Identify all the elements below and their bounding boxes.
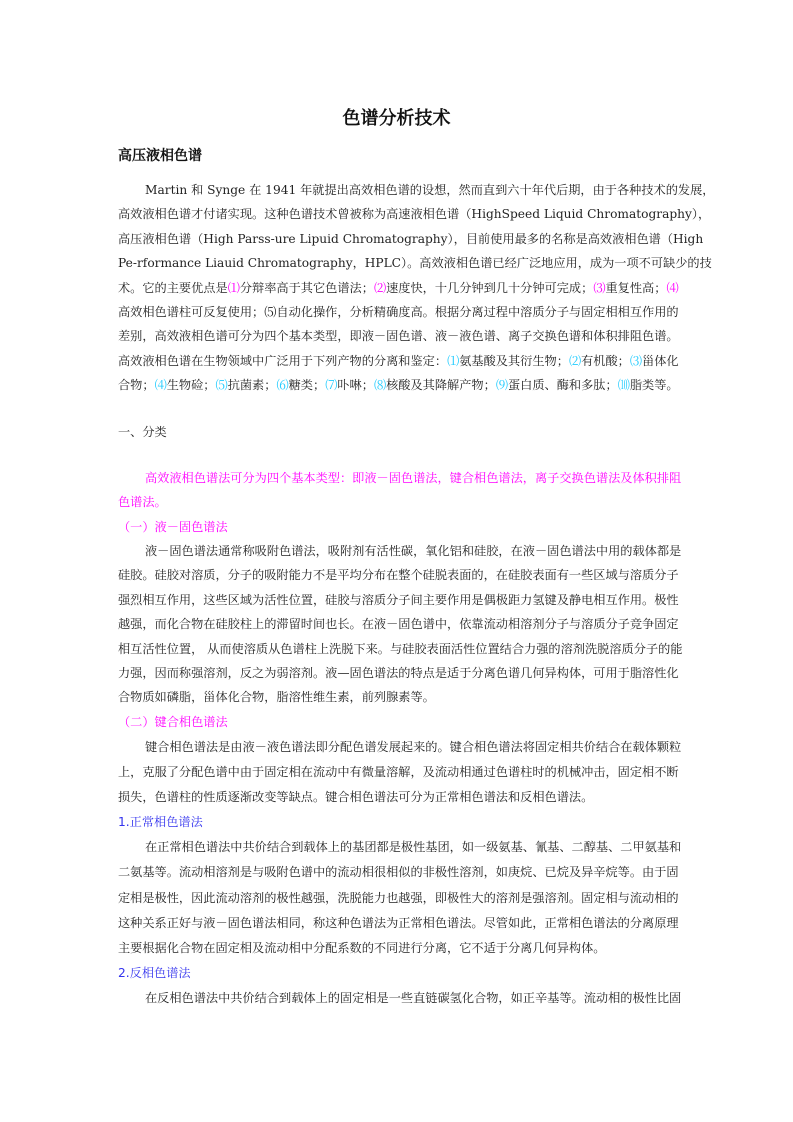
text-segment: 力强，因而称强溶剂，反之为弱溶剂。液—固色谱法的特点是适于分离色谱几何异构体，可用于脂溶性化 [118,665,679,680]
highlighted-text: ⑽ [617,378,630,393]
text-segment: 甾体化 [642,353,679,368]
text-segment: 液－固色谱法通常称吸附色谱法，吸附剂有活性碳，氧化铝和硅胶，在液－固色谱法中用的载体都是 [145,544,682,558]
text-line [118,420,657,444]
highlighted-text: ⑴ [227,280,240,295]
liquid-solid-paragraph [118,539,683,734]
highlighted-text: ⑺ [325,378,338,393]
text-line [118,886,679,911]
text-line [118,637,683,661]
text-line [118,661,679,685]
text-line [118,276,679,300]
text-segment: 键合相色谱法是由液－液色谱法即分配色谱发展起来的。键合相色谱法将固定相共价结合在载体颗粒 [145,740,682,754]
text-segment: 定相是极性，因此流动溶剂的极性越强，洗脱能力也越强，即极性大的溶剂是强溶剂。固定相与流动相的 [118,890,679,905]
text-line [118,961,657,986]
text-segment: 合物质如磷脂，甾体化合物，脂溶性维生素，前列腺素等。 [118,690,435,705]
text-segment: 速度快，十几分钟到几十分钟可完成； [386,280,594,295]
text-segment: 高效相色谱柱可反复使用；⑸自动化操作，分析精确度高。根据分离过程中溶质分子与固定相相互作用的 [118,304,679,319]
text-line [118,563,679,587]
text-line [118,612,679,636]
bonded-phase-paragraph [118,735,682,1011]
text-segment: 高效液相色谱在生物领域中广泛用于下列产物的分离和鉴定： [118,353,448,368]
text-segment: 高效液相色谱才付诸实现。这种色谱技术曾被称为高速液相色谱（HighSpeed Liquid Chromatography）， [118,207,711,222]
text-line [118,373,679,397]
highlighted-text: ⑹ [276,378,289,393]
text-segment: 分辩率高于其它色谱法； [239,280,374,295]
section-heading: 高压液相色谱 [118,148,202,164]
text-line [118,735,682,760]
subheading-text: 2.反相色谱法 [118,965,191,980]
text-line [118,685,657,709]
text-segment: 主要根据化合物在固定相及流动相中分配系数的不同进行分离，它不适于分离几何异构体。 [118,940,606,955]
text-segment: 重复性高； [605,280,667,295]
text-line [118,178,715,202]
text-segment: 脂类等。 [629,378,679,393]
text-segment: 术。它的主要优点是 [118,280,228,295]
highlighted-text: ⑵ [373,280,387,295]
text-segment: 二氨基等。流动相溶剂是与吸附色谱中的流动相很相似的非极性溶剂，如庚烷、已烷及异辛烷等。由于固 [118,865,679,880]
text-segment: 核酸及其降解产物； [386,378,496,393]
text-segment: 差别，高效液相色谱可分为四个基本类型，即液－固色谱、液－液色谱、离子交换色谱和体积排阻色谱。 [118,329,679,344]
document-title: 色谱分析技术 [342,108,451,129]
highlighted-text: ⑼ [495,378,508,393]
text-line [118,936,657,961]
highlighted-text: ⑸ [215,378,228,393]
text-line [118,539,682,563]
text-segment: 这种关系正好与液－固色谱法相同，称这种色谱法为正常相色谱法。尽管如此，正常相色谱法的分离原理 [118,915,679,930]
text-line [118,466,682,490]
highlighted-text: ⑵ [568,353,582,368]
text-line [118,202,711,226]
highlighted-text: ⑶ [593,280,606,295]
highlighted-text: （二）键合相色谱法 [118,714,228,729]
types-paragraph [118,466,682,539]
text-line [118,911,679,936]
text-line [118,300,679,324]
text-segment: 氨基酸及其衍生物； [459,353,569,368]
text-line [118,227,704,251]
highlighted-text: （一）液－固色谱法 [118,519,228,534]
text-line [118,785,657,810]
highlighted-text: 高效液相色谱法可分为四个基本类型：即液－固色谱法，键合相色谱法，离子交换色谱法及体积排阻 [145,471,682,485]
highlighted-text: 色谱法。 [118,495,167,510]
text-line [118,810,657,835]
subheading-text: 1.正常相色谱法 [118,815,203,830]
text-segment: Pe-rformance Liauid Chromatography，HPLC）。高效液相色谱已经广泛地应用，成为一项不可缺少的技 [118,256,712,271]
text-line [118,710,657,734]
text-line [118,760,679,785]
intro-paragraph [118,178,715,398]
text-line [118,251,712,275]
text-segment: 一、分类 [118,425,167,439]
text-line [118,490,657,514]
text-line [118,515,657,539]
highlighted-text: ⑶ [629,353,643,368]
text-segment: 上，克服了分配色谱中由于固定相在流动中有微量溶解，及流动相通过色谱柱时的机械冲击，固定相不断 [118,765,679,780]
text-line [118,349,679,373]
text-line [118,588,679,612]
text-segment: 高压液相色谱（High Parss-ure Lipuid Chromatography），目前使用最多的名称是高效液相色谱（High [118,231,704,246]
text-segment: 越强，而化合物在硅胶柱上的滞留时间也长。在液－固色谱中，依靠流动相溶剂分子与溶质分子竞争固定 [118,617,679,632]
text-line [118,324,679,348]
text-segment: 相互活性位置， 从而使溶质从色谱柱上洗脱下来。与硅胶表面活性位置结合力强的溶剂洗脱溶质分子的能 [118,641,683,656]
text-segment: 抗菌素； [227,378,277,393]
text-segment: 卟啉； [337,378,374,393]
highlighted-text: ⑷ [666,280,679,295]
text-segment: 有机酸； [581,353,630,368]
text-segment: 合物； [118,378,155,393]
text-segment: 糖类； [288,378,326,393]
text-line [118,986,682,1011]
text-segment: 损失，色谱柱的性质逐渐改变等缺点。键合相色谱法可分为正常相色谱法和反相色谱法。 [118,790,594,805]
highlighted-text: ⑷ [154,378,167,393]
text-segment: 硅胶。硅胶对溶质，分子的吸附能力不是平均分布在整个硅脱表面的，在硅胶表面有一些区域与溶质分子 [118,568,679,583]
highlighted-text: ⑻ [373,378,387,393]
text-segment: 在正常相色谱法中共价结合到载体上的基团都是极性基团，如一级氨基、氰基、二醇基、二甲氨基和 [145,840,682,855]
text-segment: 生物硷； [166,378,216,393]
highlighted-text: ⑴ [447,353,460,368]
classification-heading [118,420,657,444]
text-segment: Martin 和 Synge 在 1941 年就提出高效相色谱的设想，然而直到六十年代后期，由于各种技术的发展， [145,183,715,197]
text-line [118,860,679,885]
text-line [118,835,682,860]
text-segment: 蛋白质、酶和多肽； [508,378,618,393]
text-segment: 强烈相互作用，这些区域为活性位置，硅胶与溶质分子间主要作用是偶极距力氢键及静电相互作用。极性 [118,592,679,607]
text-segment: 在反相色谱法中共价结合到载体上的固定相是一些直链碳氢化合物，如正辛基等。流动相的极性比固 [145,990,682,1005]
